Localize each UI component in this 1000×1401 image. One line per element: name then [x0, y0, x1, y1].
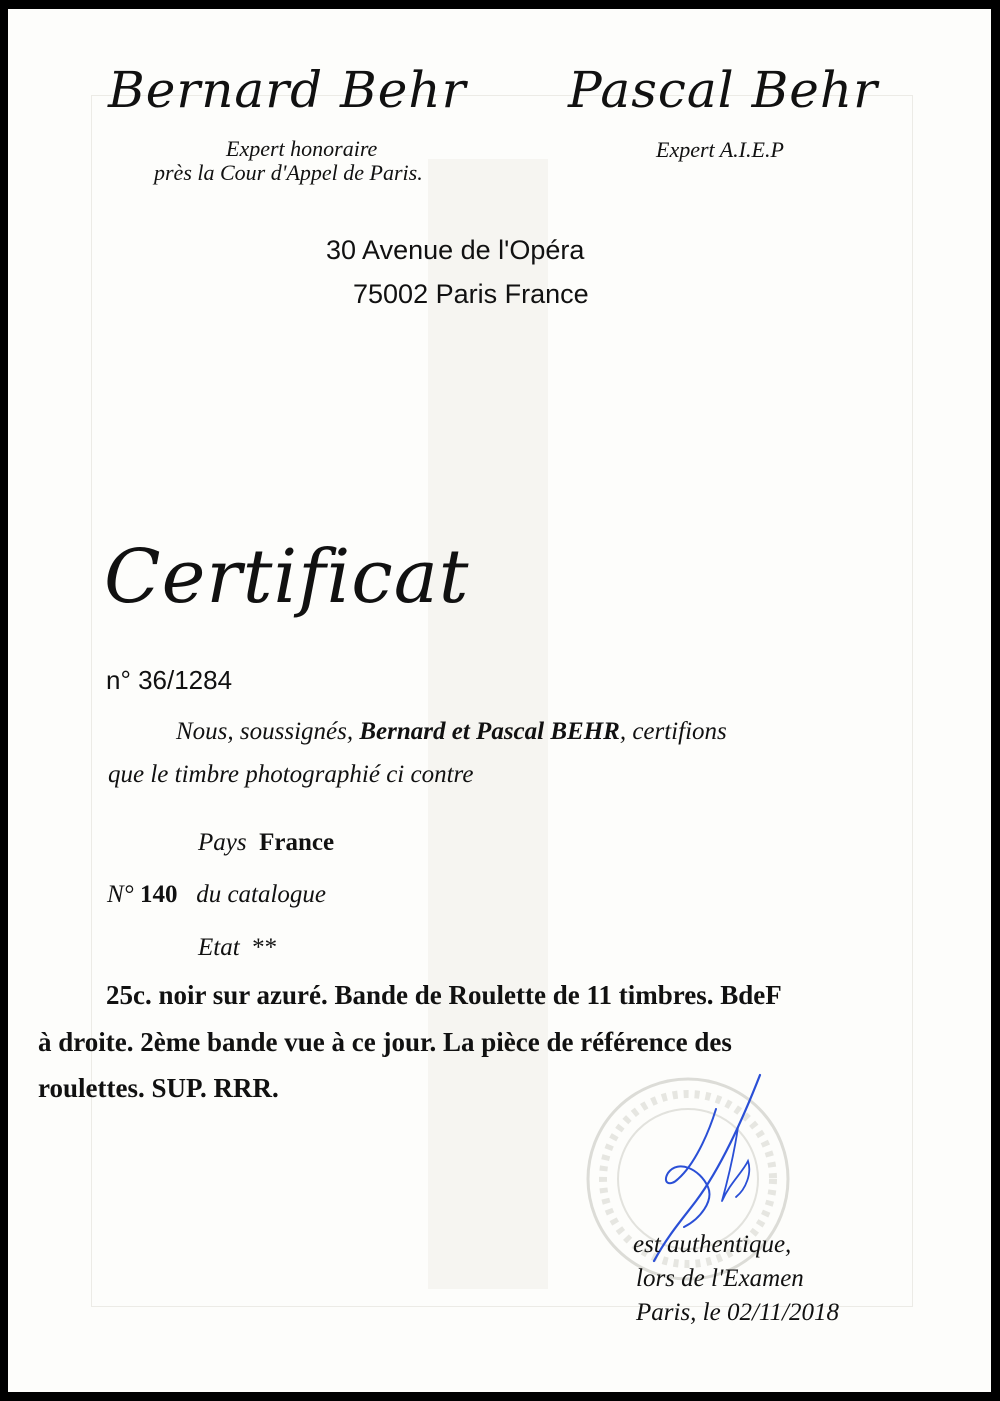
intro-text-start: Nous, soussignés,: [176, 718, 360, 745]
intro-line-2: que le timbre photographié ci contre: [108, 761, 474, 788]
letterhead-right-name: Pascal Behr: [568, 61, 878, 119]
description-line-1: 25c. noir sur azuré. Bande de Roulette de 11 timbres. BdeF: [106, 980, 782, 1010]
certificate-page: [8, 9, 991, 1392]
pays-value: France: [259, 829, 335, 856]
etat-value: **: [252, 934, 278, 961]
etat-label: Etat: [198, 934, 240, 961]
intro-names: Bernard et Pascal BEHR: [359, 718, 620, 745]
catalogue-row: [107, 881, 326, 909]
description-line-2: à droite. 2ème bande vue à ce jour. La pièce de référence des: [38, 1027, 732, 1057]
catalogue-number-label: N°: [107, 881, 134, 908]
address-line-1: 30 Avenue de l'Opéra: [326, 235, 585, 265]
letterhead-right-title: Expert A.I.E.P: [656, 137, 784, 162]
etat-row: [198, 934, 277, 962]
certificate-heading: Certificat: [104, 534, 470, 620]
closing-line-2: lors de l'Examen: [636, 1265, 804, 1292]
pays-label: Pays: [198, 829, 247, 856]
catalogue-number-value: 140: [139, 881, 178, 908]
pays-row: [198, 829, 334, 857]
letterhead-left-name: Bernard Behr: [108, 61, 467, 119]
address-line-2: 75002 Paris France: [353, 279, 589, 309]
letterhead-left-title-1: Expert honoraire: [226, 136, 378, 161]
intro-text-end: , certifions: [619, 718, 727, 745]
letterhead-left-title-2: près la Cour d'Appel de Paris.: [154, 160, 423, 185]
catalogue-label: du catalogue: [196, 881, 327, 908]
description-line-3: roulettes. SUP. RRR.: [38, 1073, 279, 1103]
intro-line-1: [176, 718, 727, 746]
certificate-number: n° 36/1284: [106, 665, 233, 695]
closing-line-1: est authentique,: [633, 1231, 792, 1258]
closing-line-3: Paris, le 02/11/2018: [636, 1299, 840, 1326]
